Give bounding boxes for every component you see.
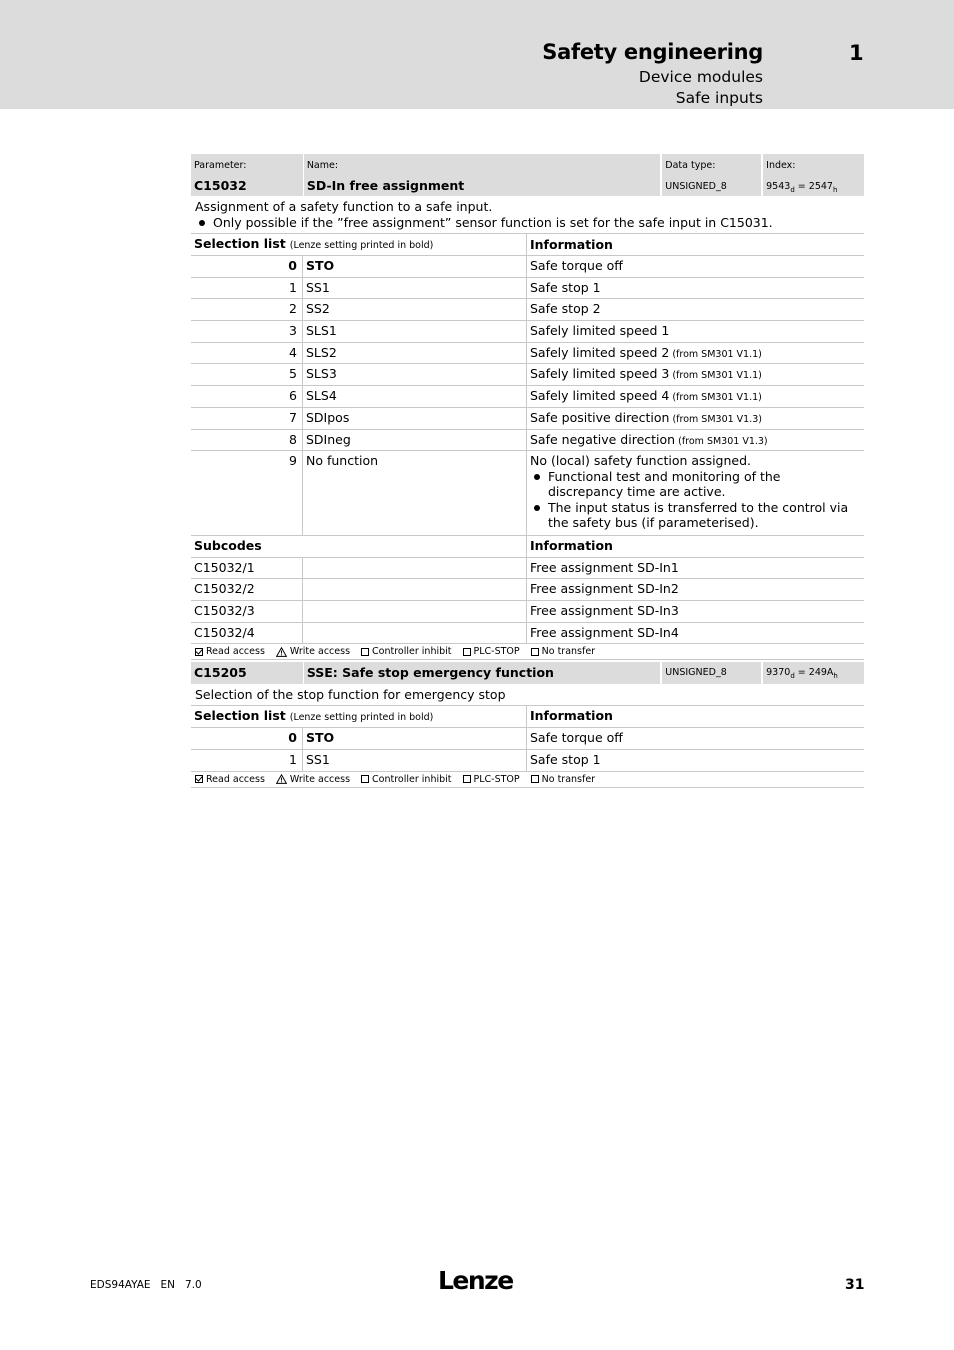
subcode-empty-cell (303, 558, 527, 579)
param-code-cell (191, 154, 303, 196)
param-description: Assignment of a safety function to a safe input. (195, 199, 493, 214)
version-note: (from SM301 V1.1) (669, 392, 762, 404)
selection-row (191, 451, 864, 536)
checkbox-checked-icon (195, 648, 203, 656)
param-name: SSE: Safe stop emergency function (304, 662, 660, 684)
selection-value: 0 (191, 256, 303, 277)
selection-value: 8 (191, 430, 303, 451)
selection-value: 9 (191, 451, 303, 535)
legend-plc: PLC-STOP (463, 774, 520, 785)
index-value: $9543_d = 2547_h$ (766, 181, 838, 194)
name-label: Name: (306, 160, 339, 171)
data-type-value: UNSIGNED_8 (662, 662, 761, 684)
data-type-cell (662, 154, 761, 196)
selection-row (191, 728, 864, 750)
selection-list (191, 256, 864, 451)
selection-value: 7 (191, 408, 303, 429)
subcodes-header: Subcodes (191, 536, 527, 557)
selection-info: Safe stop 1 (530, 279, 601, 295)
index-label: Index: (766, 160, 796, 171)
selection-row (191, 386, 864, 408)
subcode-info: Free assignment SD-In4 (530, 624, 679, 640)
selection-row (191, 430, 864, 452)
selection-info: Safe negative direction (from SM301 V1.3) (530, 431, 768, 447)
selection-value: 6 (191, 386, 303, 407)
selection-name: SDIpos (303, 408, 527, 429)
param-description-row (191, 196, 864, 234)
selection-list-header: Selection list (Lenze setting printed in bold) (191, 234, 527, 256)
subcode-code: C15032/2 (191, 579, 303, 600)
param-name-cell (304, 154, 660, 196)
selection-value: 1 (191, 278, 303, 299)
subcode-row (191, 558, 864, 580)
document-code: EDS94AYAE EN 7.0 (90, 1279, 202, 1291)
selection-value: 0 (191, 728, 303, 749)
checkbox-icon (531, 775, 539, 783)
selection-row (191, 343, 864, 365)
subcode-empty-cell (303, 623, 527, 644)
param-code: C15032 (194, 178, 247, 193)
legend-transfer: No transfer (531, 774, 595, 785)
warning-icon (276, 774, 287, 784)
legend-write: Write access (276, 646, 350, 657)
legend-read: Read access (195, 774, 265, 785)
section-title: Device modules (638, 68, 763, 86)
param-code: C15205 (191, 662, 303, 684)
selection-row (191, 278, 864, 300)
chapter-number: 1 (849, 41, 864, 65)
selection-row (191, 364, 864, 386)
access-legend (191, 644, 864, 660)
selection-name: SLS4 (303, 386, 527, 407)
information-header: Information (530, 708, 613, 724)
subcode-info: Free assignment SD-In3 (530, 603, 679, 619)
param-header-row (191, 154, 864, 196)
selection-value: 1 (191, 750, 303, 771)
version-note: (from SM301 V1.3) (669, 413, 762, 425)
selection-value: 5 (191, 364, 303, 385)
selection-row (191, 408, 864, 430)
selection-info: Safe stop 1 (530, 752, 601, 768)
subcode-row (191, 623, 864, 645)
legend-write: Write access (276, 774, 350, 785)
param-description: Selection of the stop function for emergency stop (195, 687, 506, 703)
selection-value: 2 (191, 299, 303, 320)
selection-info: Safe stop 2 (530, 301, 601, 317)
selection-header-row (191, 706, 864, 728)
parameter-table (191, 154, 864, 788)
legend-plc: PLC-STOP (463, 646, 520, 657)
selection-name: SS1 (303, 278, 527, 299)
selection-info: Safely limited speed 3 (from SM301 V1.1) (530, 366, 762, 382)
selection-name: SLS3 (303, 364, 527, 385)
version-note: (from SM301 V1.1) (669, 370, 762, 382)
subcode-info: Free assignment SD-In2 (530, 581, 679, 597)
chapter-title: Safety engineering (542, 40, 763, 64)
checkbox-icon (361, 775, 369, 783)
selection-row (191, 256, 864, 278)
param-description-row (191, 684, 864, 706)
subcode-row (191, 601, 864, 623)
subcode-list (191, 558, 864, 645)
param-note: Only possible if the ”free assignment” sensor function is set for the safe input in C15031. (195, 215, 773, 231)
subcode-empty-cell (303, 601, 527, 622)
selection-info: Safely limited speed 1 (530, 323, 670, 339)
checkbox-icon (463, 775, 471, 783)
selection-value: 3 (191, 321, 303, 342)
selection-name: SLS1 (303, 321, 527, 342)
version-note: (from SM301 V1.3) (675, 435, 768, 447)
checkbox-checked-icon (195, 775, 203, 783)
information-header: Information (530, 537, 613, 553)
page-number: 31 (845, 1277, 865, 1293)
selection-name: STO (303, 256, 527, 277)
subcode-code: C15032/4 (191, 623, 303, 644)
selection-info: Safely limited speed 2 (from SM301 V1.1) (530, 344, 762, 360)
selection-list (191, 728, 864, 771)
selection-row (191, 299, 864, 321)
parameter-label: Parameter: (194, 160, 247, 171)
selection-info: Safe torque off (530, 258, 623, 273)
subcode-empty-cell (303, 579, 527, 600)
selection-info: Safe positive direction (from SM301 V1.3) (530, 409, 762, 425)
subcode-code: C15032/1 (191, 558, 303, 579)
selection-info: Safe torque off (530, 730, 623, 746)
version-note: (from SM301 V1.1) (669, 348, 762, 360)
legend-inhibit: Controller inhibit (361, 646, 451, 657)
selection-value: 4 (191, 343, 303, 364)
legend-transfer: No transfer (531, 646, 595, 657)
selection-header-row (191, 234, 864, 256)
subcode-info: Free assignment SD-In1 (530, 559, 679, 575)
subcode-code: C15032/3 (191, 601, 303, 622)
warning-icon (276, 647, 287, 657)
checkbox-icon (361, 648, 369, 656)
legend-inhibit: Controller inhibit (361, 774, 451, 785)
selection-name: SS1 (303, 750, 527, 771)
selection-name: SDIneg (303, 430, 527, 451)
index-cell (763, 154, 864, 196)
legend-read: Read access (195, 646, 265, 657)
selection-info: Safely limited speed 4 (from SM301 V1.1) (530, 388, 762, 404)
param-name: SD-In free assignment (306, 178, 465, 193)
subsection-title: Safe inputs (675, 89, 763, 107)
selection-name: SS2 (303, 299, 527, 320)
data-type-value: UNSIGNED_8 (665, 181, 727, 192)
index-value: $9370_d = 249A_h$ (763, 662, 864, 684)
access-legend (191, 772, 864, 788)
selection-name: No function (303, 451, 527, 535)
checkbox-icon (531, 648, 539, 656)
selection-name: SLS2 (303, 343, 527, 364)
subcode-row (191, 579, 864, 601)
checkbox-icon (463, 648, 471, 656)
selection-list-header: Selection list (Lenze setting printed in bold) (191, 706, 527, 727)
lenze-logo: Lenze (438, 1266, 513, 1295)
subcodes-header-row (191, 536, 864, 558)
selection-row (191, 321, 864, 343)
data-type-label: Data type: (665, 160, 716, 171)
selection-name: STO (303, 728, 527, 749)
param-header-row (191, 662, 864, 684)
information-header: Information (530, 236, 613, 252)
selection-info: No (local) safety function assigned. Functional test and monitoring of the discrepancy time are active. The input status is transferred to the control via the safety bus (if parameterised). (527, 451, 864, 535)
header-band (0, 0, 954, 109)
selection-row (191, 750, 864, 772)
